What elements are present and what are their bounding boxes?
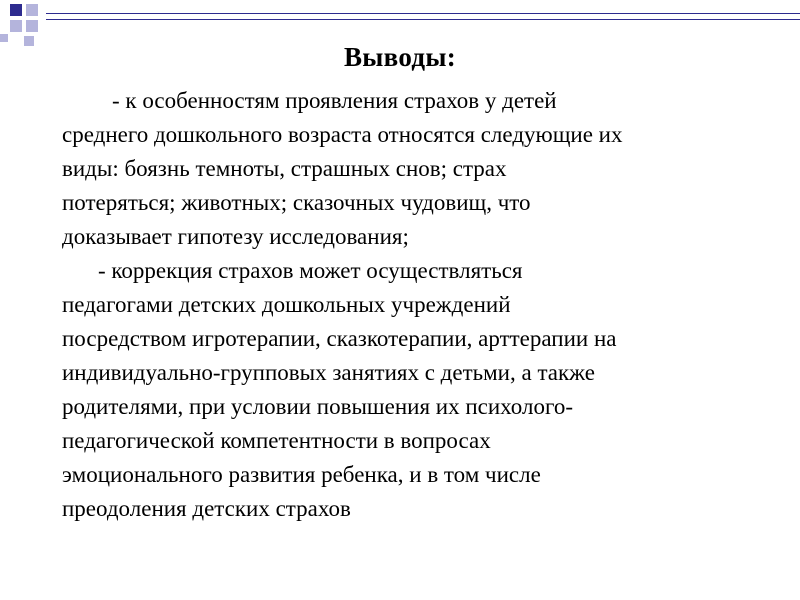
corner-square (10, 20, 22, 32)
text-line: педагогами детских дошкольных учреждений (62, 292, 511, 317)
text-line: виды: боязнь темноты, страшных снов; страх (62, 156, 507, 181)
text-line: педагогической компетентности в вопросах (62, 428, 491, 453)
corner-square (10, 4, 22, 16)
text-line: преодоления детских страхов (62, 496, 351, 521)
text-line: - к особенностям проявления страхов у детей (112, 88, 557, 113)
corner-square (26, 20, 38, 32)
text-line: эмоционального развития ребенка, и в том числе (62, 462, 541, 487)
text-line: индивидуально-групповых занятиях с детьми, а также (62, 360, 595, 385)
conclusion-paragraph (62, 84, 782, 254)
corner-square (0, 34, 8, 42)
slide-body (62, 84, 782, 526)
corner-square (26, 4, 38, 16)
text-line: потеряться; животных; сказочных чудовищ, что (62, 190, 531, 215)
text-line: среднего дошкольного возраста относятся следующие их (62, 122, 623, 147)
text-line: посредством игротерапии, сказкотерапии, арттерапии на (62, 326, 617, 351)
text-line: - коррекция страхов может осуществляться (98, 258, 523, 283)
slide-title: Выводы: (343, 42, 457, 72)
text-line: доказывает гипотезу исследования; (62, 224, 409, 249)
text-line: родителями, при условии повышения их психолого- (62, 394, 573, 419)
top-double-rule (46, 13, 800, 20)
conclusion-paragraph (62, 254, 782, 526)
